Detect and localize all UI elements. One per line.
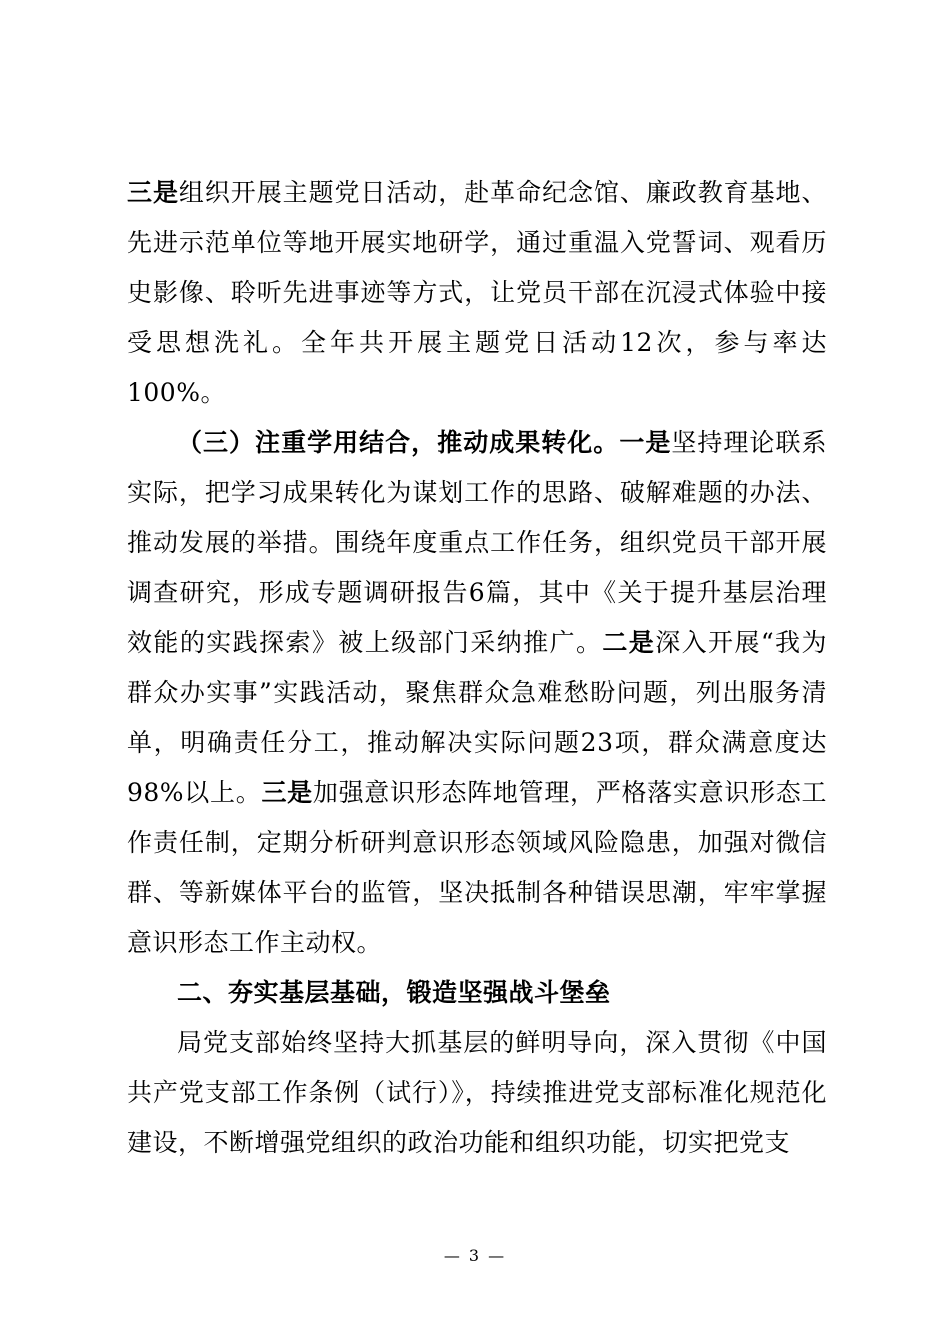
paragraph-grassroots: 局党支部始终坚持大抓基层的鲜明导向，深入贯彻《中国共产党支部工作条例（试行）》，持续推进党支部标准化规范化建设，不断增强党组织的政治功能和组织功能，切实把党支 xyxy=(127,1028,827,1157)
document-body xyxy=(127,168,827,1168)
paragraph-theme-activities xyxy=(127,168,827,418)
paragraph-lead: 三是 xyxy=(261,778,313,807)
paragraph-text: 加强意识形态阵地管理，严格落实意识形态工作责任制，定期分析研判意识形态领域风险隐患，加强对微信群、等新媒体平台的监管，坚决抵制各种错误思潮，牢牢掌握意识形态工作主动权。 xyxy=(127,778,827,957)
paragraph-text: 深入开展“我为群众办实事”实践活动，聚焦群众急难愁盼问题，列出服务清单，明确责任分工，推动解决实际问题23项，群众满意度达98%以上。 xyxy=(127,628,827,807)
paragraph-text: 组织开展主题党日活动，赴革命纪念馆、廉政教育基地、先进示范单位等地开展实地研学，通过重温入党誓词、观看历史影像、聆听先进事迹等方式，让党员干部在沉浸式体验中接受思想洗礼。全年共开展主题党日活动12次，参与率达100%。 xyxy=(127,178,827,407)
page-number: — 3 — xyxy=(443,1246,507,1265)
paragraph-lead: 二是 xyxy=(602,628,656,657)
paragraph-learning-application xyxy=(127,418,827,968)
paragraph-text: 坚持理论联系实际，把学习成果转化为谋划工作的思路、破解难题的办法、推动发展的举措。围绕年度重点工作任务，组织党员干部开展调查研究，形成专题调研报告6篇，其中《关于提升基层治理效能的实践探索》被上级部门采纳推广。 xyxy=(127,428,827,657)
subsection-heading: （三）注重学用结合，推动成果转化。 xyxy=(177,428,620,457)
paragraph-lead: 一是 xyxy=(619,428,672,457)
paragraph-lead: 三是 xyxy=(127,178,179,207)
section-heading: 二、夯实基层基础，锻造坚强战斗堡垒 xyxy=(177,978,611,1007)
